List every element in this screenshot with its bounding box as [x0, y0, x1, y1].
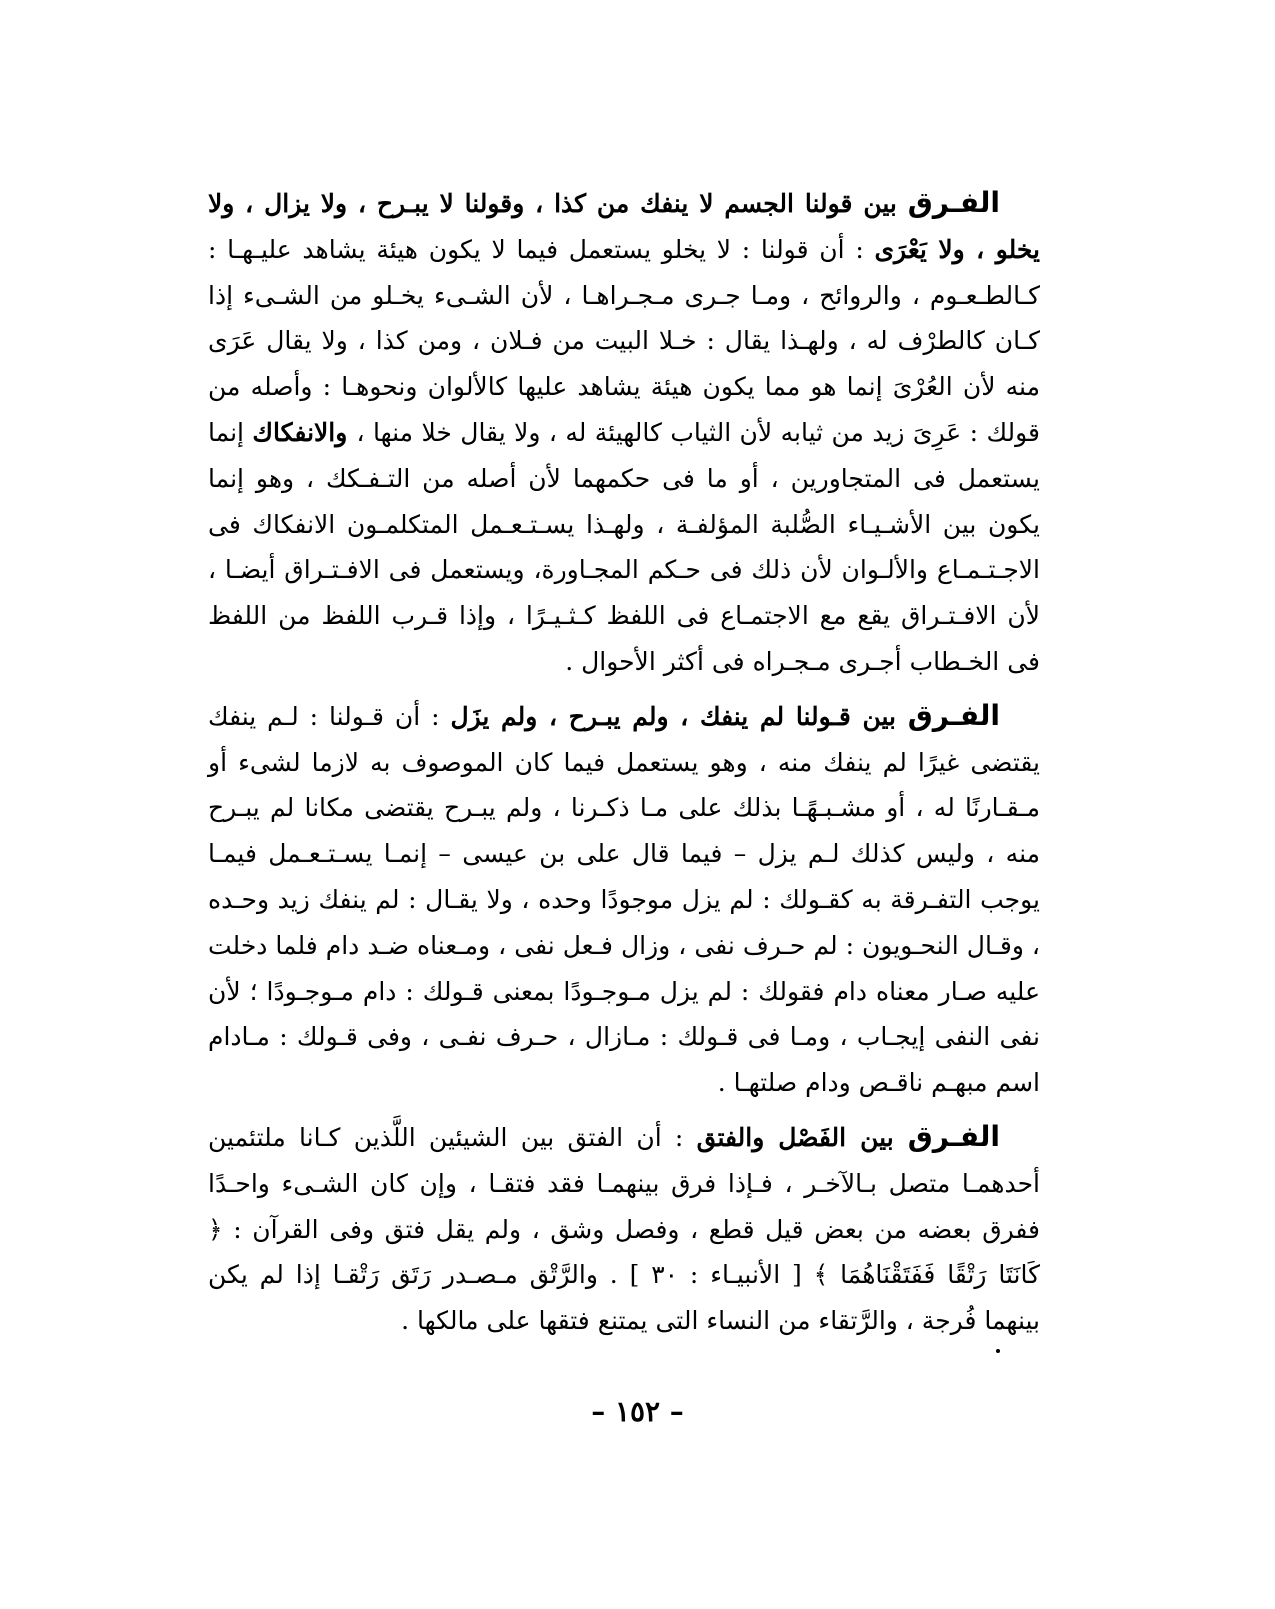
paragraph-tail: إنما يستعمل فى المتجاورين ، أو ما فى حكمهما لأن أصله من التـفـكك ، وهو إنما يكون بين الأشـيـاء الصُّلبة المؤلفـة ، ولهـذا يسـتـعـمل المتكلمـون الانفكاك فى الاجـتـمـاع والألـوان لأن ذلك فى حـكم المجـاورة، ويستعمل فى الافـتـراق أيضـا ، لأن الافـتـراق يقع مع الاجتمـاع فى اللفظ كـثـيـرًا ، وإذا قـرب اللفظ من اللفظ فى الخـطاب أجـرى مـجـراه فى أكثر الأحوال . [208, 417, 1040, 676]
section-lead-word: الفـرق [907, 1119, 1000, 1153]
emphasized-term: والانفكاك [252, 417, 357, 447]
page-number: – ١٥٢ – [591, 1395, 684, 1428]
section-lead-word: الفـرق [907, 186, 1000, 219]
section-heading-text: بين قـولنا لم ينفك ، ولم يبـرح ، ولم يزَل [450, 701, 908, 731]
paragraph-body: : أن الفتق بين الشيئين اللَّذين كـانا ملتئمين أحدهمـا متصل بـالآخـر ، فـإذا فرق بينهمـا فقد فتقـا ، وإن كان الشـىء واحـدًا ففرق بعضه من بعض قيل قطع ، وفصل وشق ، ولم يقل فتق وفى القرآن : ﴿ كَانَتَا رَتْقًا فَفَتَقْنَاهُمَا ﴾ [ الأنبيـاء : ٣٠ ] . والرَّتْق مـصـدر رَتَق رَتْقـا إذا لم يكن بينهما فُرجة ، والرَّتقاء من النساء التى يمتنع فتقها على مالكها . [208, 1122, 1040, 1336]
scan-speck [996, 1349, 1000, 1353]
paragraph-1 [208, 180, 1040, 685]
paragraph-3 [208, 1114, 1040, 1344]
page-body [208, 180, 1040, 1352]
section-heading-text: بين الفَصْل والفتق [696, 1122, 908, 1152]
section-heading-text: بين قولنا الجسم لا ينفك من كذا ، وقولنا لا يبـرح ، ولا يزال ، ولا يخلو ، ولا يَعْرَى [208, 189, 1040, 264]
paragraph-2 [208, 693, 1040, 1106]
paragraph-body: : أن قـولنا : لـم ينفك يقتضى غيرًا لم ينفك منه ، وهو يستعمل فيما كان الموصوف به لازما لشىء أو مـقـارنًا له ، أو مشـبـهًـا بذلك على مـا ذكـرنا ، ولم يبـرح يقتضى مكانا لم يبـرح منه ، وليس كذلك لـم يزل – فيما قال على بن عيسى – إنمـا يسـتـعـمل فيمـا يوجب التفـرقة به كقـولك : لم يزل موجودًا وحده ، ولا يقـال : لم ينفك زيد وحـده ، وقـال النحـويون : لم حـرف نفى ، وزال فـعل نفى ، ومـعناه ضـد دام فلما دخلت عليه صـار معناه دام فقولك : لم يزل مـوجـودًا بمعنى قـولك : دام مـوجـودًا ؛ لأن نفى النفى إيجـاب ، ومـا فى قـولك : مـازال ، حـرف نفـى ، وفى قـولك : مـادام اسم مبهـم ناقـص ودام صلتهـا . [208, 701, 1040, 1098]
section-lead-word: الفـرق [907, 698, 1000, 732]
paragraph-body: : أن قولنا : لا يخلو يستعمل فيما لا يكون هيئة يشاهد عليـهـا : كـالطـعـوم ، والروائح ، ومـا جـرى مـجـراهـا ، لأن الشـىء يخـلو من الشـىء إذا كـان كالطرْف له ، ولهـذا يقال : خـلا البيت من فـلان ، ومن كذا ، ولا يقال عَرَى منه لأن العُرْىَ إنما هو مما يكون هيئة يشاهد عليها كالألوان ونحوهـا : وأصله من قولك : عَرِىَ زيد من ثيابه لأن الثياب كالهيئة له ، ولا يقال خلا منها ، [208, 234, 1041, 447]
